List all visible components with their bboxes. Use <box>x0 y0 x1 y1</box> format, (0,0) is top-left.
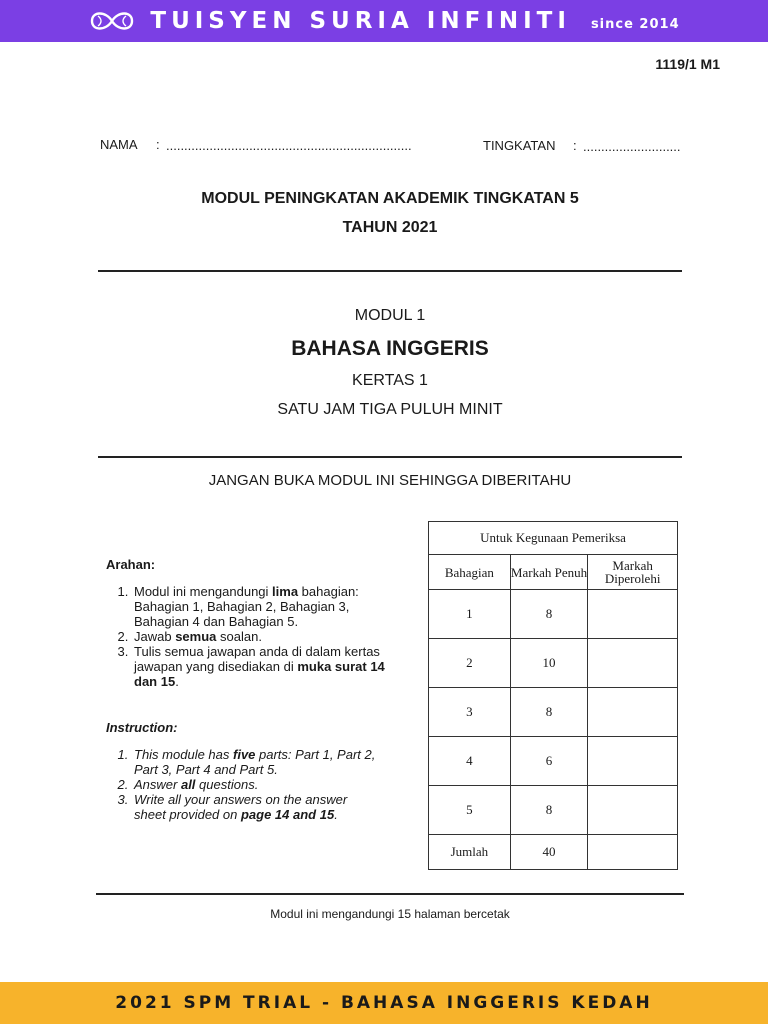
cell-total-penuh: 40 <box>510 835 588 870</box>
nama-label: NAMA <box>100 137 138 152</box>
brand-name: TUISYEN SURIA INFINITI <box>150 8 571 34</box>
cell-penuh: 8 <box>510 786 588 835</box>
cell-penuh: 8 <box>510 688 588 737</box>
cell-diperolehi[interactable] <box>588 786 678 835</box>
cell-penuh: 8 <box>510 590 588 639</box>
cell-bahagian: 5 <box>429 786 511 835</box>
cell-total-diperolehi[interactable] <box>588 835 678 870</box>
brand <box>88 7 679 35</box>
divider-bottom <box>96 893 684 895</box>
cell-diperolehi[interactable] <box>588 590 678 639</box>
column-header-markah-penuh: Markah Penuh <box>510 555 588 590</box>
nama-field[interactable]: .................................................................... <box>166 138 412 153</box>
column-header-markah-diperolehi: Markah Diperolehi <box>588 555 678 590</box>
instruction-list <box>106 747 376 822</box>
list-item: 2. Answer all questions. <box>132 777 376 792</box>
module-year: TAHUN 2021 <box>342 219 438 236</box>
tingkatan-label: TINGKATAN <box>483 138 556 153</box>
subject-title: BAHASA INGGERIS <box>291 337 489 360</box>
top-banner <box>0 0 768 42</box>
divider-top <box>98 270 682 272</box>
list-item: 2. Jawab semua soalan. <box>132 629 406 644</box>
cell-bahagian: 2 <box>429 639 511 688</box>
cell-bahagian: 4 <box>429 737 511 786</box>
cell-total-label: Jumlah <box>429 835 511 870</box>
cell-bahagian: 1 <box>429 590 511 639</box>
table-row <box>429 737 678 786</box>
brand-since: since 2014 <box>590 16 680 32</box>
table-row <box>429 786 678 835</box>
tingkatan-separator: : <box>573 138 577 153</box>
paper-code: 1119/1 M1 <box>655 56 720 72</box>
arahan-section <box>106 557 406 689</box>
bottom-banner <box>0 982 768 1024</box>
divider-middle <box>98 456 682 458</box>
list-item: 1. This module has five parts: Part 1, Part 2, Part 3, Part 4 and Part 5. <box>132 747 376 777</box>
page-count-note: Modul ini mengandungi 15 halaman bercetak <box>270 907 510 921</box>
table-row <box>429 639 678 688</box>
cell-diperolehi[interactable] <box>588 639 678 688</box>
instruction-heading: Instruction: <box>106 720 178 735</box>
module-title: MODUL PENINGKATAN AKADEMIK TINGKATAN 5 <box>201 190 579 207</box>
kertas-label: KERTAS 1 <box>352 372 428 389</box>
list-item: 1. Modul ini mengandungi lima bahagian: Bahagian 1, Bahagian 2, Bahagian 3, Bahagian 4 dan Bahagian 5. <box>132 584 406 629</box>
instruction-section <box>106 720 376 822</box>
list-item: 3. Write all your answers on the answer sheet provided on page 14 and 15. <box>132 792 376 822</box>
arahan-heading: Arahan: <box>106 557 156 572</box>
marks-table <box>428 521 678 870</box>
cell-diperolehi[interactable] <box>588 737 678 786</box>
bottom-banner-text: 2021 SPM TRIAL - BAHASA INGGERIS KEDAH <box>115 993 653 1013</box>
cell-bahagian: 3 <box>429 688 511 737</box>
cell-penuh: 6 <box>510 737 588 786</box>
nama-separator: : <box>156 137 160 152</box>
table-row <box>429 688 678 737</box>
infinity-ribbon-icon <box>88 7 136 35</box>
arahan-list <box>106 584 406 689</box>
marks-table-caption: Untuk Kegunaan Pemeriksa <box>429 522 678 555</box>
modul-number: MODUL 1 <box>354 307 426 324</box>
cell-diperolehi[interactable] <box>588 688 678 737</box>
tingkatan-field[interactable]: ........................... <box>583 139 681 154</box>
duration-label: SATU JAM TIGA PULUH MINIT <box>277 401 503 418</box>
list-item: 3. Tulis semua jawapan anda di dalam kertas jawapan yang disediakan di muka surat 14 dan 15. <box>132 644 406 689</box>
cell-penuh: 10 <box>510 639 588 688</box>
warning-text: JANGAN BUKA MODUL INI SEHINGGA DIBERITAHU <box>208 472 572 489</box>
table-row-total <box>429 835 678 870</box>
column-header-bahagian: Bahagian <box>429 555 511 590</box>
table-row <box>429 590 678 639</box>
